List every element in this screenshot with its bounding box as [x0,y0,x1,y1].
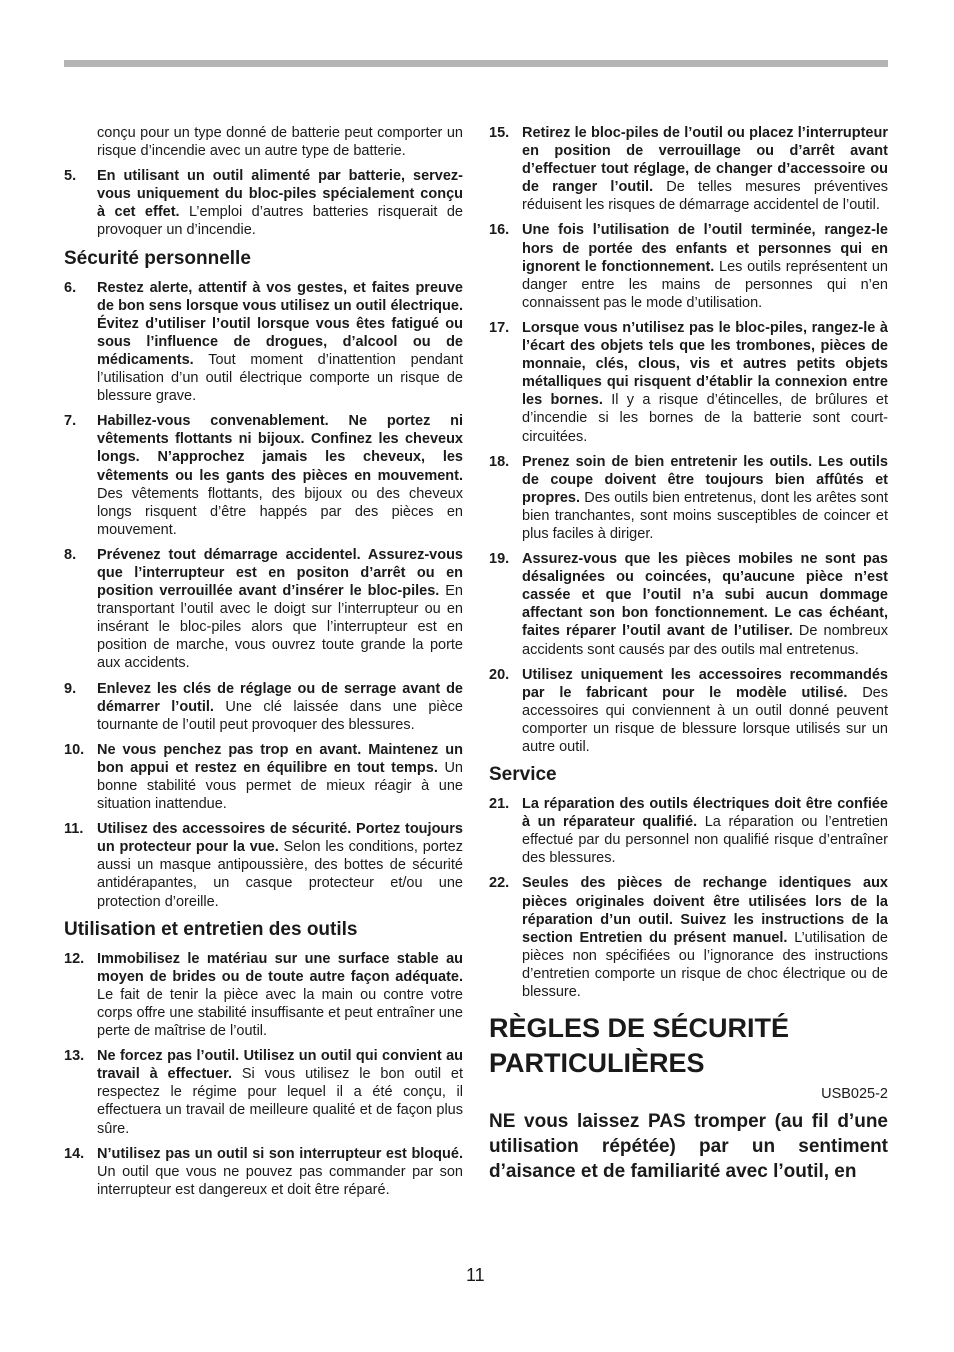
rule-item-17: 17. Lorsque vous n’utilisez pas le bloc-piles, rangez-le à l’écart des objets tels que les trombones, pièces de monnaie, clés, clous, vis et autres petits objets métalliques qui risquent d’établir la connexion entre les bornes. Il y a risque d’étincelles, de brûlures et d’incendie si les bornes de la batterie sont court-circuitées. [489,319,889,445]
rule-item-10: 10. Ne vous penchez pas trop en avant. Maintenez un bon appui et restez en équilibre en tout temps. Un bonne stabilité vous permet de mieux réagir à une situation inattendue. [64,741,463,813]
warning-paragraph: NE vous laissez PAS tromper (au fil d’une utilisation répétée) par un sentiment d’aisance et de familiarité avec l’outil, en [489,1111,888,1183]
continued-paragraph: conçu pour un type donné de batterie peut comporter un risque d’incendie avec un autre type de batterie. [97,125,463,160]
rule-item-14: 14. N’utilisez pas un outil si son interrupteur est bloqué. Un outil que vous ne pouvez pas commander par son interrupteur est dangereux et doit être réparé. [64,1145,463,1198]
rule-item-20: 20. Utilisez uniquement les accessoires recommandés par le fabricant pour le modèle utilisé. Des accessoires qui conviennent à un outil donné peuvent comporter un risque de blessure lorsque utilisés sur un autre outil. [489,666,888,755]
section-heading-personal-safety: Sécurité personnelle [64,247,251,269]
section-heading-service: Service [489,764,557,786]
rule-item-15: 15. Retirez le bloc-piles de l’outil ou placez l’interrupteur en position de verrouillage ou d’arrêt avant d’effectuer tout réglage, de changer d’accessoire ou de ranger l’outil. De telles mesures préventives réduisent les risques de démarrage accidentel de l’outil. [489,125,889,214]
special-rules-heading: RÈGLES DE SÉCURITÉ PARTICULIÈRES [489,1013,790,1079]
rule-item-21: 21. La réparation des outils électriques doit être confiée à un réparateur qualifié. La réparation ou l’entretien effectué par du personnel non qualifié risque d’entraîner des blessures. [489,796,888,867]
rule-item-19: 19. Assurez-vous que les pièces mobiles ne sont pas désalignées ou coincées, qu’aucune pièce n’est cassée et que l’outil n’a subi aucun dommage affectant son bon fonctionnement. Le cas échéant, faites réparer l’outil avant de l’utiliser. De nombreux accidents sont causés par des outils mal entretenus. [489,551,888,658]
rule-item-22: 22. Seules des pièces de rechange identiques aux pièces originales doivent être utilisées lors de la réparation d’un outil. Suivez les instructions de la section Entretien du présent manuel. L’utilisation de pièces non spécifiées ou l’ignorance des instructions d’entretien comporte un risque de choc électrique ou de blessure. [489,875,888,1001]
rule-item-7: 7. Habillez-vous convenablement. Ne portez ni vêtements flottants ni bijoux. Confinez les cheveux longs. N’approchez jamais les cheveux, les vêtements ou les gants des pièces en mouvement. Des vêtements flottants, des bijoux ou des cheveux longs risquent d’être happés par des pièces en mouvement. [64,413,463,538]
rule-item-6: 6. Restez alerte, attentif à vos gestes, et faites preuve de bon sens lorsque vous utilisez un outil électrique. Évitez d’utiliser l’outil lorsque vous êtes fatigué ou sous l’influence de drogues, d’alcool ou de médicaments. Tout moment d’inattention pendant l’utilisation d’un outil électrique comporte un risque de blessure grave. [64,279,463,405]
rule-item-13: 13. Ne forcez pas l’outil. Utilisez un outil qui convient au travail à effectuer. Si vous utilisez le bon outil et respectez le régime pour lequel il a été conçu, il effectuera un travail de meilleure qualité et de façon plus sûre. [64,1048,463,1137]
document-code: USB025-2 [821,1086,888,1103]
rule-item-16: 16. Une fois l’utilisation de l’outil terminée, rangez-le hors de portée des enfants et personnes qui en ignorent le fonctionnement. Les outils représentent un danger entre les mains de personnes qui n’en connaissent pas le mode d’utilisation. [489,222,888,311]
rule-item-5: 5. En utilisant un outil alimenté par batterie, servez-vous uniquement du bloc-piles spécialement conçu à cet effet. L’emploi d’autres batteries risquerait de provoquer un d’incendie. [64,168,463,239]
top-rule [64,60,888,67]
page-number: 11 [466,1265,485,1285]
section-heading-tool-use: Utilisation et entretien des outils [64,918,358,940]
rule-item-12: 12. Immobilisez le matériau sur une surface stable au moyen de brides ou de toute autre façon adéquate. Le fait de tenir la pièce avec la main ou contre votre corps offre une stabilité insuffisante et peut entraîner une perte de maîtrise de l’outil. [64,950,463,1040]
left-column [64,124,463,1206]
rule-item-9: 9. Enlevez les clés de réglage ou de serrage avant de démarrer l’outil. Une clé laissée dans une pièce tournante de l’outil peut provoquer des blessures. [64,680,463,733]
rule-item-18: 18. Prenez soin de bien entretenir les outils. Les outils de coupe doivent être toujours bien affûtés et propres. Des outils bien entretenus, dont les arêtes sont bien tranchantes, sont moins susceptibles de coincer et plus faciles à diriger. [489,453,888,542]
rule-item-8: 8. Prévenez tout démarrage accidentel. Assurez-vous que l’interrupteur est en positon d’arrêt ou en position verrouillée avant d’insérer le bloc-piles. En transportant l’outil avec le doigt sur l’interrupteur ou en insérant le bloc-piles alors que l’interrupteur est en position de marche, vous ouvrez toute grande la porte aux accidents. [64,546,463,672]
right-column [489,124,888,1184]
rule-item-11: 11. Utilisez des accessoires de sécurité. Portez toujours un protecteur pour la vue. Selon les conditions, portez aussi un masque antipoussière, des bottes de sécurité antidérapantes, un casque protecteur et/ou une protection d’oreille. [64,821,463,910]
